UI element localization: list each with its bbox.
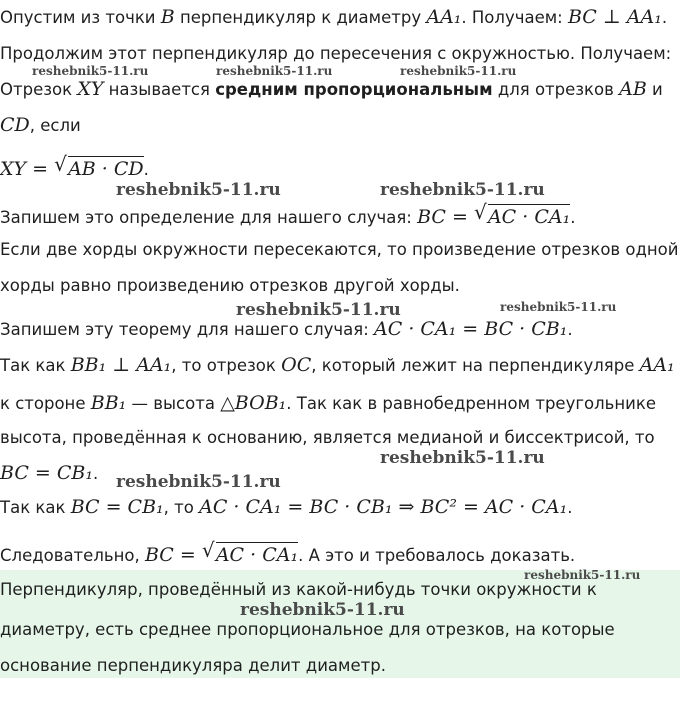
watermark: reshebnik5-11.ru [240, 600, 405, 620]
sqrt-radical: √ AC · CA₁ [473, 200, 571, 228]
watermark: reshebnik5-11.ru [32, 64, 149, 78]
text-line-11: к стороне BB₁ — высота △BOB₁. Так как в равнобедренном треугольнике [0, 392, 657, 414]
text-line-4: CD, если [0, 114, 81, 136]
text-line-7: Если две хорды окружности пересекаются, то произведение отрезков одной [0, 240, 679, 259]
watermark: reshebnik5-11.ru [380, 180, 545, 200]
sqrt-radical: √ AC · CA₁ [201, 538, 299, 566]
watermark: reshebnik5-11.ru [500, 300, 617, 314]
conclusion-line-1: Перпендикуляр, проведённый из какой-нибудь точки окружности к [0, 580, 597, 599]
text-line-2: Продолжим этот перпендикуляр до пересечения с окружностью. Получаем: [0, 44, 672, 63]
watermark: reshebnik5-11.ru [236, 300, 401, 320]
text-line-14: Так как BC = CB₁, то AC · CA₁ = BC · CB₁ ⇒ BC² = AC · CA₁. [0, 496, 573, 518]
text-line-6: Запишем это определение для нашего случая: BC = √ AC · CA₁. [0, 200, 576, 228]
watermark: reshebnik5-11.ru [380, 448, 545, 468]
sqrt-radical: √ AB · CD [54, 152, 144, 180]
text-line-8: хорды равно произведению отрезков другой хорды. [0, 276, 460, 295]
watermark: reshebnik5-11.ru [216, 64, 333, 78]
formula-line-5: XY = √ AB · CD. [0, 152, 149, 180]
conclusion-line-3: основание перпендикуляра делит диаметр. [0, 656, 386, 675]
conclusion-line-2: диаметру, есть среднее пропорциональное для отрезков, на которые [0, 620, 615, 639]
watermark: reshebnik5-11.ru [116, 180, 281, 200]
watermark: reshebnik5-11.ru [400, 64, 517, 78]
text-line-12: высота, проведённая к основанию, является медианой и биссектрисой, то [0, 428, 655, 447]
text-line-10: Так как BB₁ ⊥ AA₁, то отрезок OC, который лежит на перпендикуляре AA₁ [0, 354, 675, 376]
text-line-1: Опустим из точки B перпендикуляр к диаметру AA₁. Получаем: BC ⊥ AA₁. [0, 6, 668, 28]
text-line-15: Следовательно, BC = √ AC · CA₁. А это и требовалось доказать. [0, 538, 576, 566]
text-line-3: Отрезок XY называется средним пропорциональным для отрезков AB и [0, 78, 663, 100]
text-line-9: Запишем эту теорему для нашего случая: AC · CA₁ = BC · CB₁. [0, 318, 573, 340]
formula-line-13: BC = CB₁. [0, 462, 99, 484]
watermark: reshebnik5-11.ru [116, 472, 281, 492]
watermark: reshebnik5-11.ru [524, 568, 641, 582]
